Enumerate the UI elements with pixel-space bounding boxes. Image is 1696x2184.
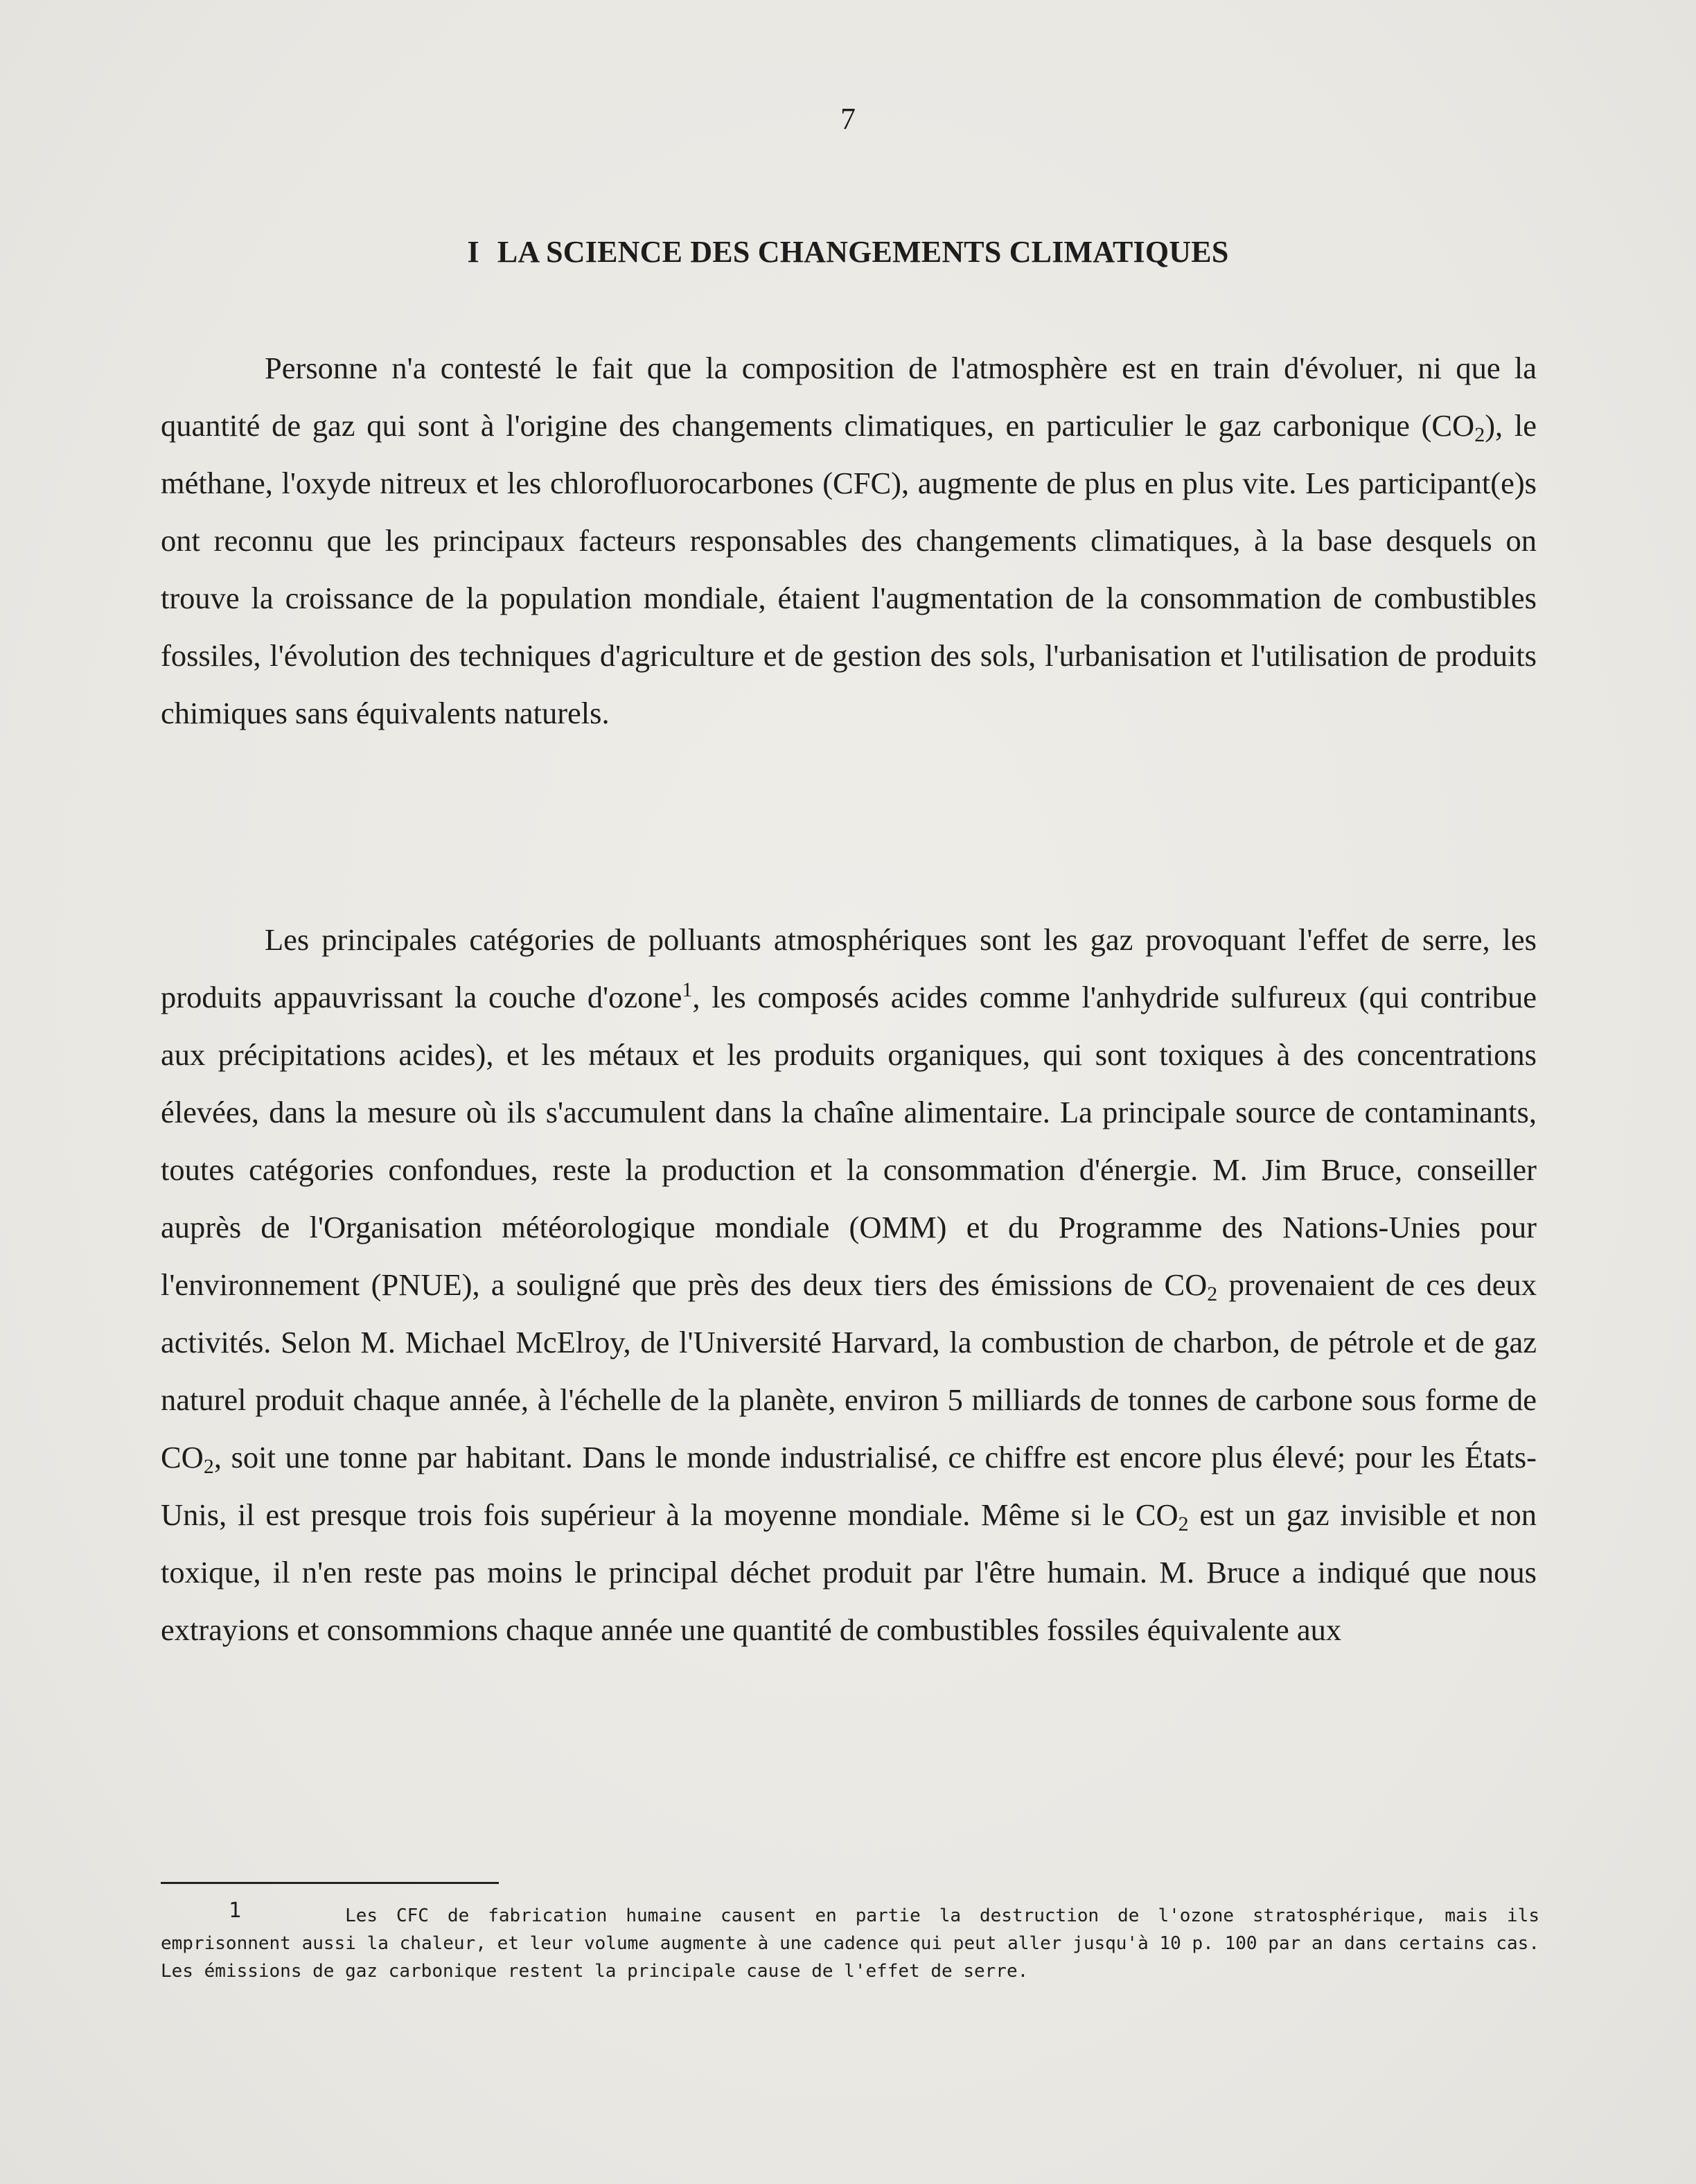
subscript: 2 bbox=[1474, 423, 1485, 446]
text-run: , soit une tonne par habitant. Dans le monde industrialisé, ce chiffre est encore plus élevé; pour les États-Unis, il est presque trois fois supérieur à la moyenne mondiale. Même si le CO bbox=[161, 1440, 1537, 1532]
text-run: provenaient de ces deux activités. Selon M. Michael McElroy, de l'Université Harvard, la combustion de charbon, de pétrole et de gaz naturel produit chaque année, à l'échelle de la planète, environ 5 milliards de tonnes de carbone sous forme de CO bbox=[161, 1267, 1537, 1474]
subscript: 2 bbox=[203, 1455, 214, 1478]
paragraph-text bbox=[161, 340, 1537, 742]
paragraph-pollutant-categories bbox=[161, 911, 1537, 1659]
footnote-text bbox=[161, 1897, 1539, 1985]
text-run: , les composés acides comme l'anhydride sulfureux (qui contribue aux précipitations acides), et les métaux et les produits organiques, qui sont toxiques à des concentrations élevées, dans la mesure où ils s'accumulent dans la chaîne alimentaire. La principale source de contaminants, toutes catégories confondues, reste la production et la consommation d'énergie. M. Jim Bruce, conseiller auprès de l'Organisation météorologique mondiale (OMM) et du Programme des Nations-Unies pour l'environnement (PNUE), a souligné que près des deux tiers des émissions de CO bbox=[161, 980, 1537, 1302]
subscript: 2 bbox=[1178, 1513, 1189, 1535]
footnote-separator bbox=[161, 1882, 499, 1884]
text-run: Personne n'a contesté le fait que la composition de l'atmosphère est en train d'évoluer, ni que la quantité de gaz qui sont à l'origine des changements climatiques, en particulier le gaz carbonique (CO bbox=[161, 351, 1537, 443]
footnote-body: Les CFC de fabrication humaine causent en partie la destruction de l'ozone stratosphérique, mais ils emprisonnent aussi la chaleur, et leur volume augmente à une cadence qui peut aller jusqu'à 10 p. 100 par an dans certains cas. Les émissions de gaz carbonique restent la principale cause de l'effet de serre. bbox=[161, 1905, 1539, 1982]
footnote-marker: 1 bbox=[229, 1899, 242, 1923]
text-run: ), le méthane, l'oxyde nitreux et les chlorofluorocarbones (CFC), augmente de plus en plus vite. Les participant(e)s ont reconnu que les principaux facteurs responsables des changements climatiques, à la base desquels on trouve la croissance de la population mondiale, étaient l'augmentation de la consommation de combustibles fossiles, l'évolution des techniques d'agriculture et de gestion des sols, l'urbanisation et l'utilisation de produits chimiques sans équivalents naturels. bbox=[161, 408, 1537, 730]
footnote bbox=[161, 1897, 1539, 1985]
subscript: 2 bbox=[1207, 1283, 1218, 1305]
section-title: LA SCIENCE DES CHANGEMENTS CLIMATIQUES bbox=[497, 235, 1229, 269]
page-number: 7 bbox=[840, 102, 856, 136]
section-number: I bbox=[467, 235, 479, 269]
text-run: Les principales catégories de polluants atmosphériques sont les gaz provoquant l'effet de serre, les produits appauvrissant la couche d'ozone bbox=[161, 922, 1537, 1014]
section-heading bbox=[0, 231, 1696, 273]
text-run: est un gaz invisible et non toxique, il n'en reste pas moins le principal déchet produit par l'être humain. M. Bruce a indiqué que nous extrayions et consommions chaque année une quantité de combustibles fossiles équivalente aux bbox=[161, 1497, 1537, 1647]
footnote-reference: 1 bbox=[682, 978, 693, 1001]
paragraph-text bbox=[161, 911, 1537, 1659]
paragraph-atmosphere-composition bbox=[161, 340, 1537, 742]
